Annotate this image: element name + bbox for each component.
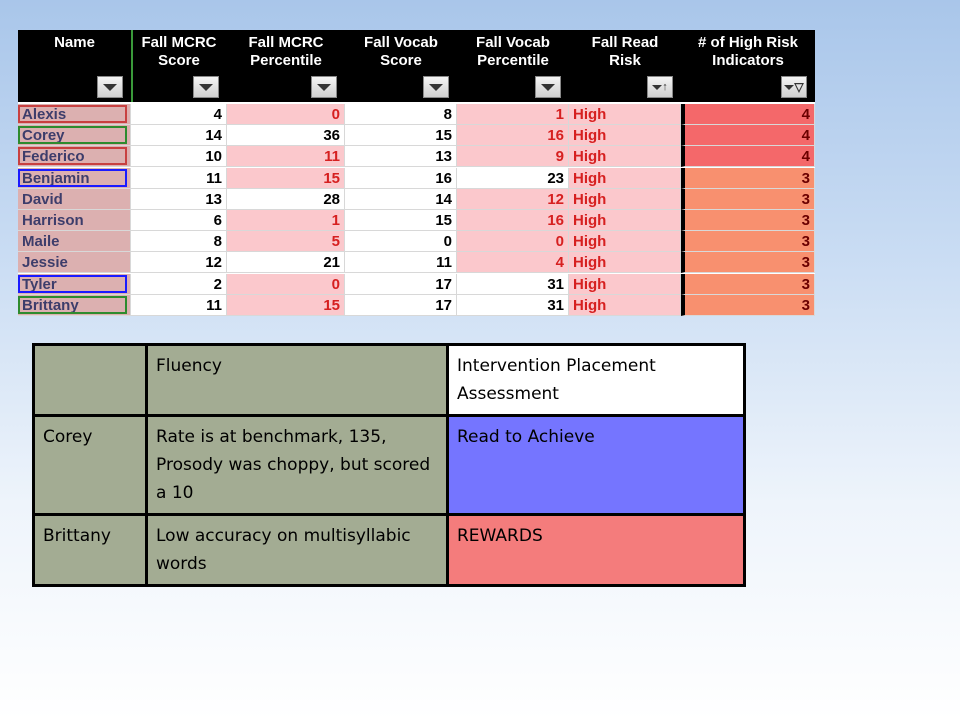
read-risk-cell[interactable]: High (569, 125, 681, 146)
highlight-outline (18, 147, 127, 165)
column-header-label: Fall MCRC Percentile (248, 34, 324, 69)
risk-indicators-cell[interactable]: 3 (681, 189, 815, 210)
student-name: Corey (34, 416, 147, 515)
column-header-1 (131, 30, 227, 102)
vocab-percentile-cell[interactable]: 4 (457, 252, 569, 273)
vocab-percentile-cell[interactable]: 16 (457, 210, 569, 231)
vocab-score-cell[interactable]: 14 (345, 189, 457, 210)
student-name-cell[interactable]: Tyler (18, 274, 131, 295)
mcrc-score-cell[interactable]: 8 (131, 231, 227, 252)
read-risk-cell[interactable]: High (569, 189, 681, 210)
mcrc-percentile-cell[interactable]: 0 (227, 104, 345, 125)
mcrc-score-cell[interactable]: 10 (131, 146, 227, 167)
column-header-3 (345, 30, 457, 102)
risk-indicators-cell[interactable]: 3 (681, 168, 815, 189)
risk-indicators-cell[interactable]: 4 (681, 125, 815, 146)
student-name: Brittany (34, 515, 147, 586)
column-header-4 (457, 30, 569, 102)
column-header-label: Fall Vocab Percentile (476, 34, 550, 69)
summary-header-row (34, 345, 745, 416)
read-risk-cell[interactable]: High (569, 210, 681, 231)
student-name-cell[interactable]: Brittany (18, 295, 131, 316)
summary-table (32, 343, 746, 587)
vocab-percentile-cell[interactable]: 12 (457, 189, 569, 210)
mcrc-score-cell[interactable]: 13 (131, 189, 227, 210)
table-row (18, 125, 815, 146)
column-header-label: Fall Read Risk (591, 34, 659, 69)
risk-indicators-cell[interactable]: 4 (681, 104, 815, 125)
column-header-5 (569, 30, 681, 102)
highlight-outline (18, 126, 127, 144)
header-row (18, 30, 815, 102)
filter-dropdown-icon[interactable] (423, 76, 449, 98)
student-name-cell[interactable]: Jessie (18, 252, 131, 273)
vocab-percentile-cell[interactable]: 31 (457, 295, 569, 316)
placement-cell: Read to Achieve (448, 416, 745, 515)
vocab-score-cell[interactable]: 15 (345, 210, 457, 231)
risk-indicators-cell[interactable]: 3 (681, 252, 815, 273)
risk-indicators-cell[interactable]: 3 (681, 274, 815, 295)
vocab-percentile-cell[interactable]: 23 (457, 168, 569, 189)
vocab-percentile-cell[interactable]: 31 (457, 274, 569, 295)
vocab-score-cell[interactable]: 8 (345, 104, 457, 125)
filter-dropdown-icon[interactable] (311, 76, 337, 98)
table-row (18, 168, 815, 189)
vocab-score-cell[interactable]: 17 (345, 295, 457, 316)
mcrc-score-cell[interactable]: 12 (131, 252, 227, 273)
header-placement: Intervention Placement Assessment (448, 345, 745, 416)
filter-dropdown-icon[interactable] (193, 76, 219, 98)
column-header-label: # of High Risk Indicators (697, 34, 798, 69)
risk-indicators-cell[interactable]: 3 (681, 210, 815, 231)
vocab-percentile-cell[interactable]: 9 (457, 146, 569, 167)
risk-indicators-cell[interactable]: 4 (681, 146, 815, 167)
column-header-label: Fall Vocab Score (364, 34, 438, 69)
read-risk-cell[interactable]: High (569, 252, 681, 273)
fluency-note: Low accuracy on multisyllabic words (147, 515, 448, 586)
vocab-score-cell[interactable]: 16 (345, 168, 457, 189)
mcrc-score-cell[interactable]: 2 (131, 274, 227, 295)
risk-indicators-cell[interactable]: 3 (681, 231, 815, 252)
name-column-border (131, 30, 133, 102)
table-row (18, 104, 815, 125)
student-name-cell[interactable]: Alexis (18, 104, 131, 125)
read-risk-cell[interactable]: High (569, 295, 681, 316)
placement-cell: REWARDS (448, 515, 745, 586)
student-name-cell[interactable]: Federico (18, 146, 131, 167)
fluency-note: Rate is at benchmark, 135, Prosody was choppy, but scored a 10 (147, 416, 448, 515)
table-row (18, 189, 815, 210)
mcrc-percentile-cell[interactable]: 21 (227, 252, 345, 273)
highlight-outline (18, 169, 127, 187)
column-header-label: Fall MCRC Score (141, 34, 217, 69)
mcrc-score-cell[interactable]: 11 (131, 295, 227, 316)
highlight-outline (18, 296, 127, 314)
mcrc-percentile-cell[interactable]: 36 (227, 125, 345, 146)
summary-row-brittany (34, 515, 745, 586)
student-name-cell[interactable]: Corey (18, 125, 131, 146)
table-row (18, 231, 815, 252)
table-row (18, 210, 815, 231)
sort-ascending-icon[interactable]: ↑ (647, 76, 673, 98)
read-risk-cell[interactable]: High (569, 274, 681, 295)
table-row (18, 252, 815, 273)
mcrc-percentile-cell[interactable]: 5 (227, 231, 345, 252)
mcrc-score-cell[interactable]: 6 (131, 210, 227, 231)
filter-dropdown-icon[interactable] (535, 76, 561, 98)
vocab-percentile-cell[interactable]: 16 (457, 125, 569, 146)
table-row (18, 295, 815, 316)
table-row (18, 274, 815, 295)
vocab-score-cell[interactable]: 13 (345, 146, 457, 167)
mcrc-percentile-cell[interactable]: 0 (227, 274, 345, 295)
mcrc-percentile-cell[interactable]: 15 (227, 168, 345, 189)
risk-indicators-cell[interactable]: 3 (681, 295, 815, 316)
mcrc-score-cell[interactable]: 11 (131, 168, 227, 189)
column-header-6 (681, 30, 815, 102)
read-risk-cell[interactable]: High (569, 231, 681, 252)
read-risk-cell[interactable]: High (569, 168, 681, 189)
vocab-score-cell[interactable]: 15 (345, 125, 457, 146)
student-name-cell[interactable]: Benjamin (18, 168, 131, 189)
column-header-2 (227, 30, 345, 102)
column-header-0 (18, 30, 131, 102)
active-filter-icon[interactable]: ▽ (781, 76, 807, 98)
highlight-outline (18, 275, 127, 293)
header-empty-cell (34, 345, 147, 416)
read-risk-cell[interactable]: High (569, 146, 681, 167)
mcrc-score-cell[interactable]: 4 (131, 104, 227, 125)
mcrc-percentile-cell[interactable]: 15 (227, 295, 345, 316)
mcrc-percentile-cell[interactable]: 1 (227, 210, 345, 231)
column-header-label: Name (54, 34, 95, 51)
vocab-score-cell[interactable]: 17 (345, 274, 457, 295)
summary-row-corey (34, 416, 745, 515)
spreadsheet (18, 30, 815, 316)
vocab-score-cell[interactable]: 0 (345, 231, 457, 252)
header-fluency: Fluency (147, 345, 448, 416)
read-risk-cell[interactable]: High (569, 104, 681, 125)
mcrc-percentile-cell[interactable]: 28 (227, 189, 345, 210)
vocab-score-cell[interactable]: 11 (345, 252, 457, 273)
vocab-percentile-cell[interactable]: 0 (457, 231, 569, 252)
vocab-percentile-cell[interactable]: 1 (457, 104, 569, 125)
highlight-outline (18, 105, 127, 123)
filter-dropdown-icon[interactable] (97, 76, 123, 98)
student-name-cell[interactable]: Maile (18, 231, 131, 252)
mcrc-percentile-cell[interactable]: 11 (227, 146, 345, 167)
mcrc-score-cell[interactable]: 14 (131, 125, 227, 146)
table-row (18, 146, 815, 167)
student-name-cell[interactable]: David (18, 189, 131, 210)
student-name-cell[interactable]: Harrison (18, 210, 131, 231)
